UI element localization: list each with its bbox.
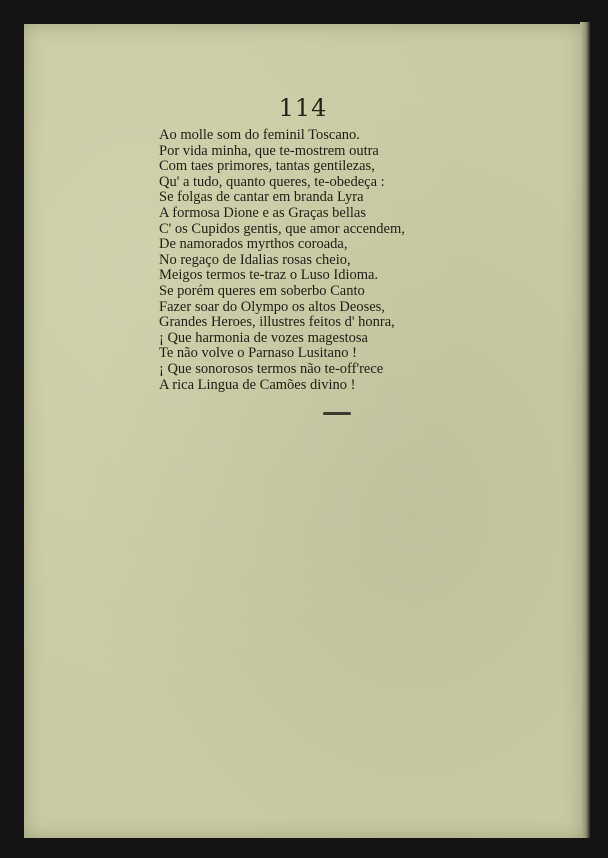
poem-line: ¡ Que harmonia de vozes magestosa [159, 329, 368, 346]
poem-line: C' os Cupidos gentis, que amor accendem, [159, 220, 405, 237]
poem-line: Com taes primores, tantas gentilezas, [159, 158, 375, 175]
poem-line: Fazer soar do Olympo os altos Deoses, [159, 298, 385, 315]
end-ornament [323, 412, 351, 415]
poem-line: Te não volve o Parnaso Lusitano ! [159, 345, 357, 362]
poem-line: Por vida minha, que te-mostrem outra [159, 142, 379, 159]
poem-line: Se porém queres em soberbo Canto [159, 282, 365, 299]
poem-text [159, 128, 405, 393]
poem-line: Ao molle som do feminil Toscano. [159, 127, 360, 143]
poem-line: ¡ Que sonorosos termos não te-off'rece [159, 360, 384, 377]
book-page [24, 24, 582, 838]
poem-line: Grandes Heroes, illustres feitos d' honra, [159, 314, 395, 331]
page-number: 114 [278, 94, 328, 122]
poem-line: No regaço de Idalias rosas cheio, [159, 251, 351, 268]
poem-line: Qu' a tudo, quanto queres, te-obedeça : [159, 173, 385, 190]
poem-line: De namorados myrthos coroada, [159, 236, 348, 253]
poem-line: A rica Lingua de Camões divino ! [159, 376, 356, 393]
poem-line: A formosa Dione e as Graças bellas [159, 204, 366, 221]
poem-line: Se folgas de cantar em branda Lyra [159, 189, 364, 206]
poem-line: Meigos termos te-traz o Luso Idioma. [159, 267, 379, 284]
